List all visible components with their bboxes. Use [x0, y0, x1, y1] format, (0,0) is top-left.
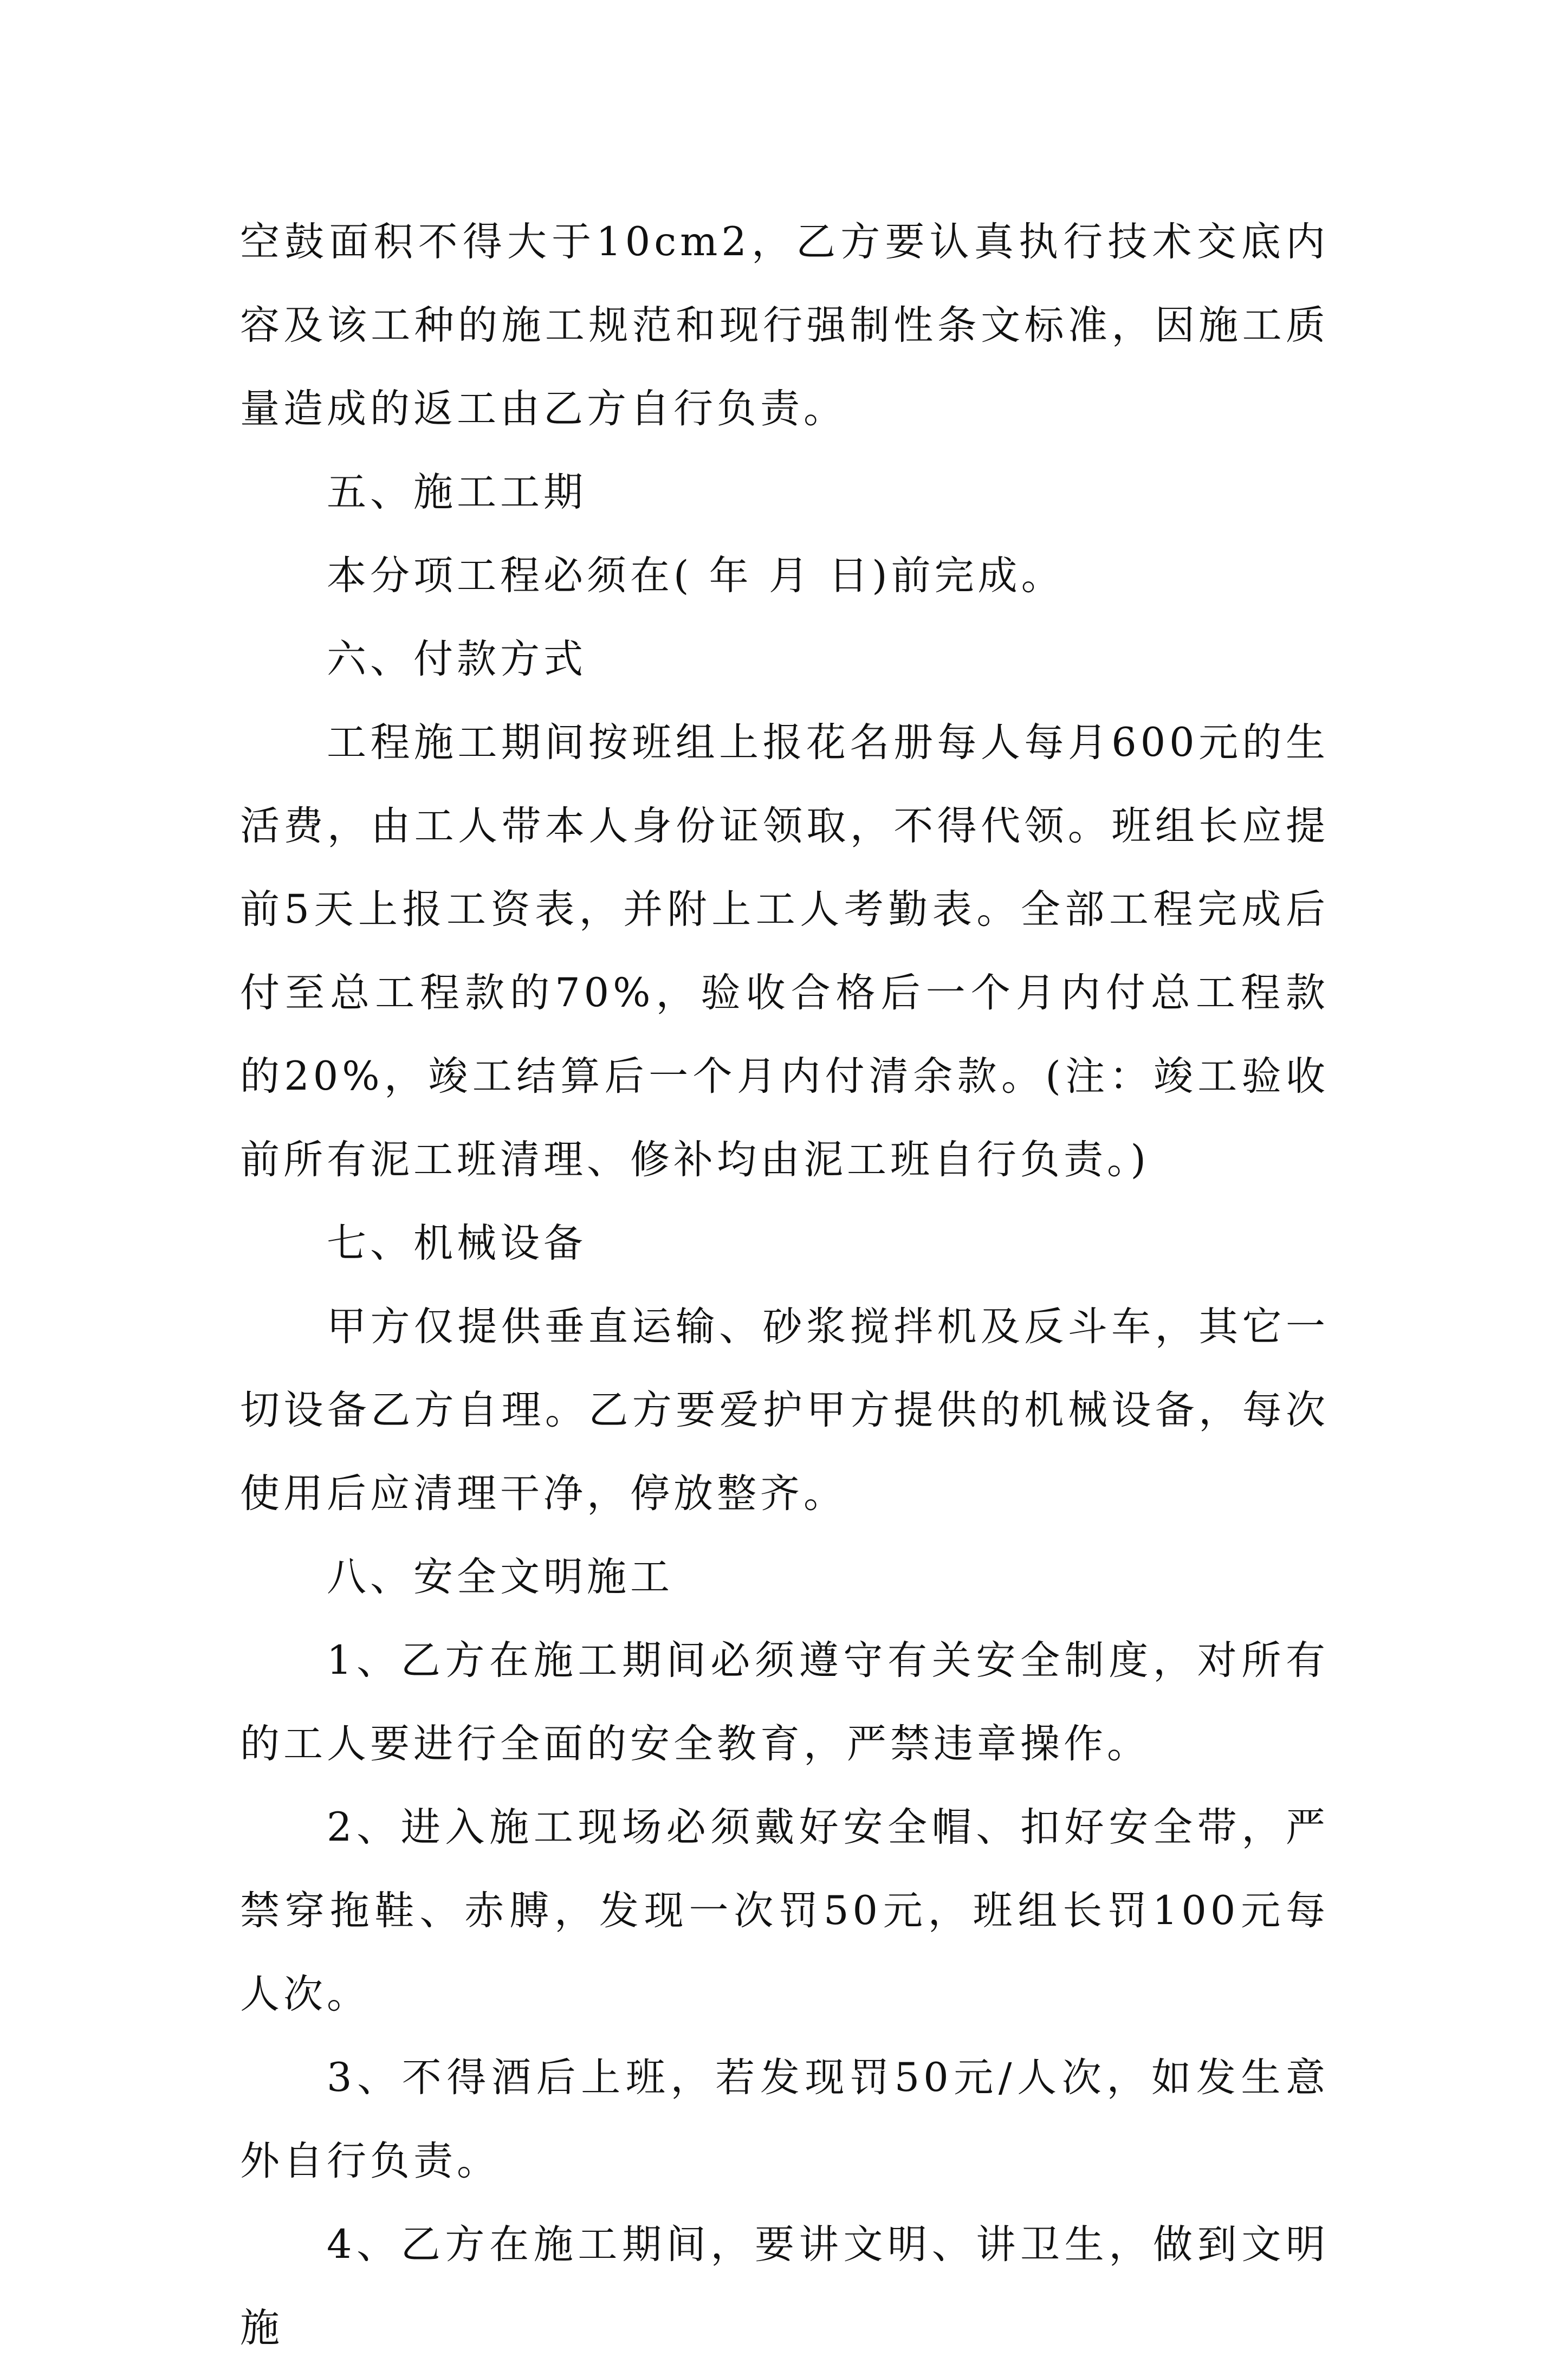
paragraph-safety-2: 2、进入施工现场必须戴好安全帽、扣好安全带，严禁穿拖鞋、赤膊，发现一次罚50元，班组长罚100元每人次。	[240, 1804, 1329, 2017]
heading-payment-method: 六、付款方式	[327, 636, 587, 682]
paragraph-safety-4: 4、乙方在施工期间，要讲文明、讲卫生，做到文明施	[240, 2222, 1329, 2351]
heading-machinery: 七、机械设备	[327, 1220, 587, 1266]
paragraph-quality-clause: 空鼓面积不得大于10cm2，乙方要认真执行技术交底内容及该工种的施工规范和现行强制性条文标准，因施工质量造成的返工由乙方自行负责。	[240, 219, 1329, 432]
paragraph-safety-3: 3、不得酒后上班，若发现罚50元/人次，如发生意外自行负责。	[240, 2055, 1329, 2184]
heading-construction-period: 五、施工工期	[327, 469, 587, 515]
heading-safety: 八、安全文明施工	[327, 1554, 673, 1600]
document-body	[240, 200, 1329, 2370]
paragraph-completion-date: 本分项工程必须在( 年 月 日)前完成。	[327, 553, 1065, 599]
paragraph-safety-1: 1、乙方在施工期间必须遵守有关安全制度，对所有的工人要进行全面的安全教育，严禁违章操作。	[240, 1637, 1329, 1767]
paragraph-payment-terms: 工程施工期间按班组上报花名册每人每月600元的生活费，由工人带本人身份证领取，不得代领。班组长应提前5天上报工资表，并附上工人考勤表。全部工程完成后付至总工程款的70%，验收合格后一个月内付总工程款的20%，竣工结算后一个月内付清余款。(注：竣工验收前所有泥工班清理、修补均由泥工班自行负责。)	[240, 720, 1329, 1183]
paragraph-machinery-terms: 甲方仅提供垂直运输、砂浆搅拌机及反斗车，其它一切设备乙方自理。乙方要爱护甲方提供的机械设备，每次使用后应清理干净，停放整齐。	[240, 1304, 1329, 1517]
